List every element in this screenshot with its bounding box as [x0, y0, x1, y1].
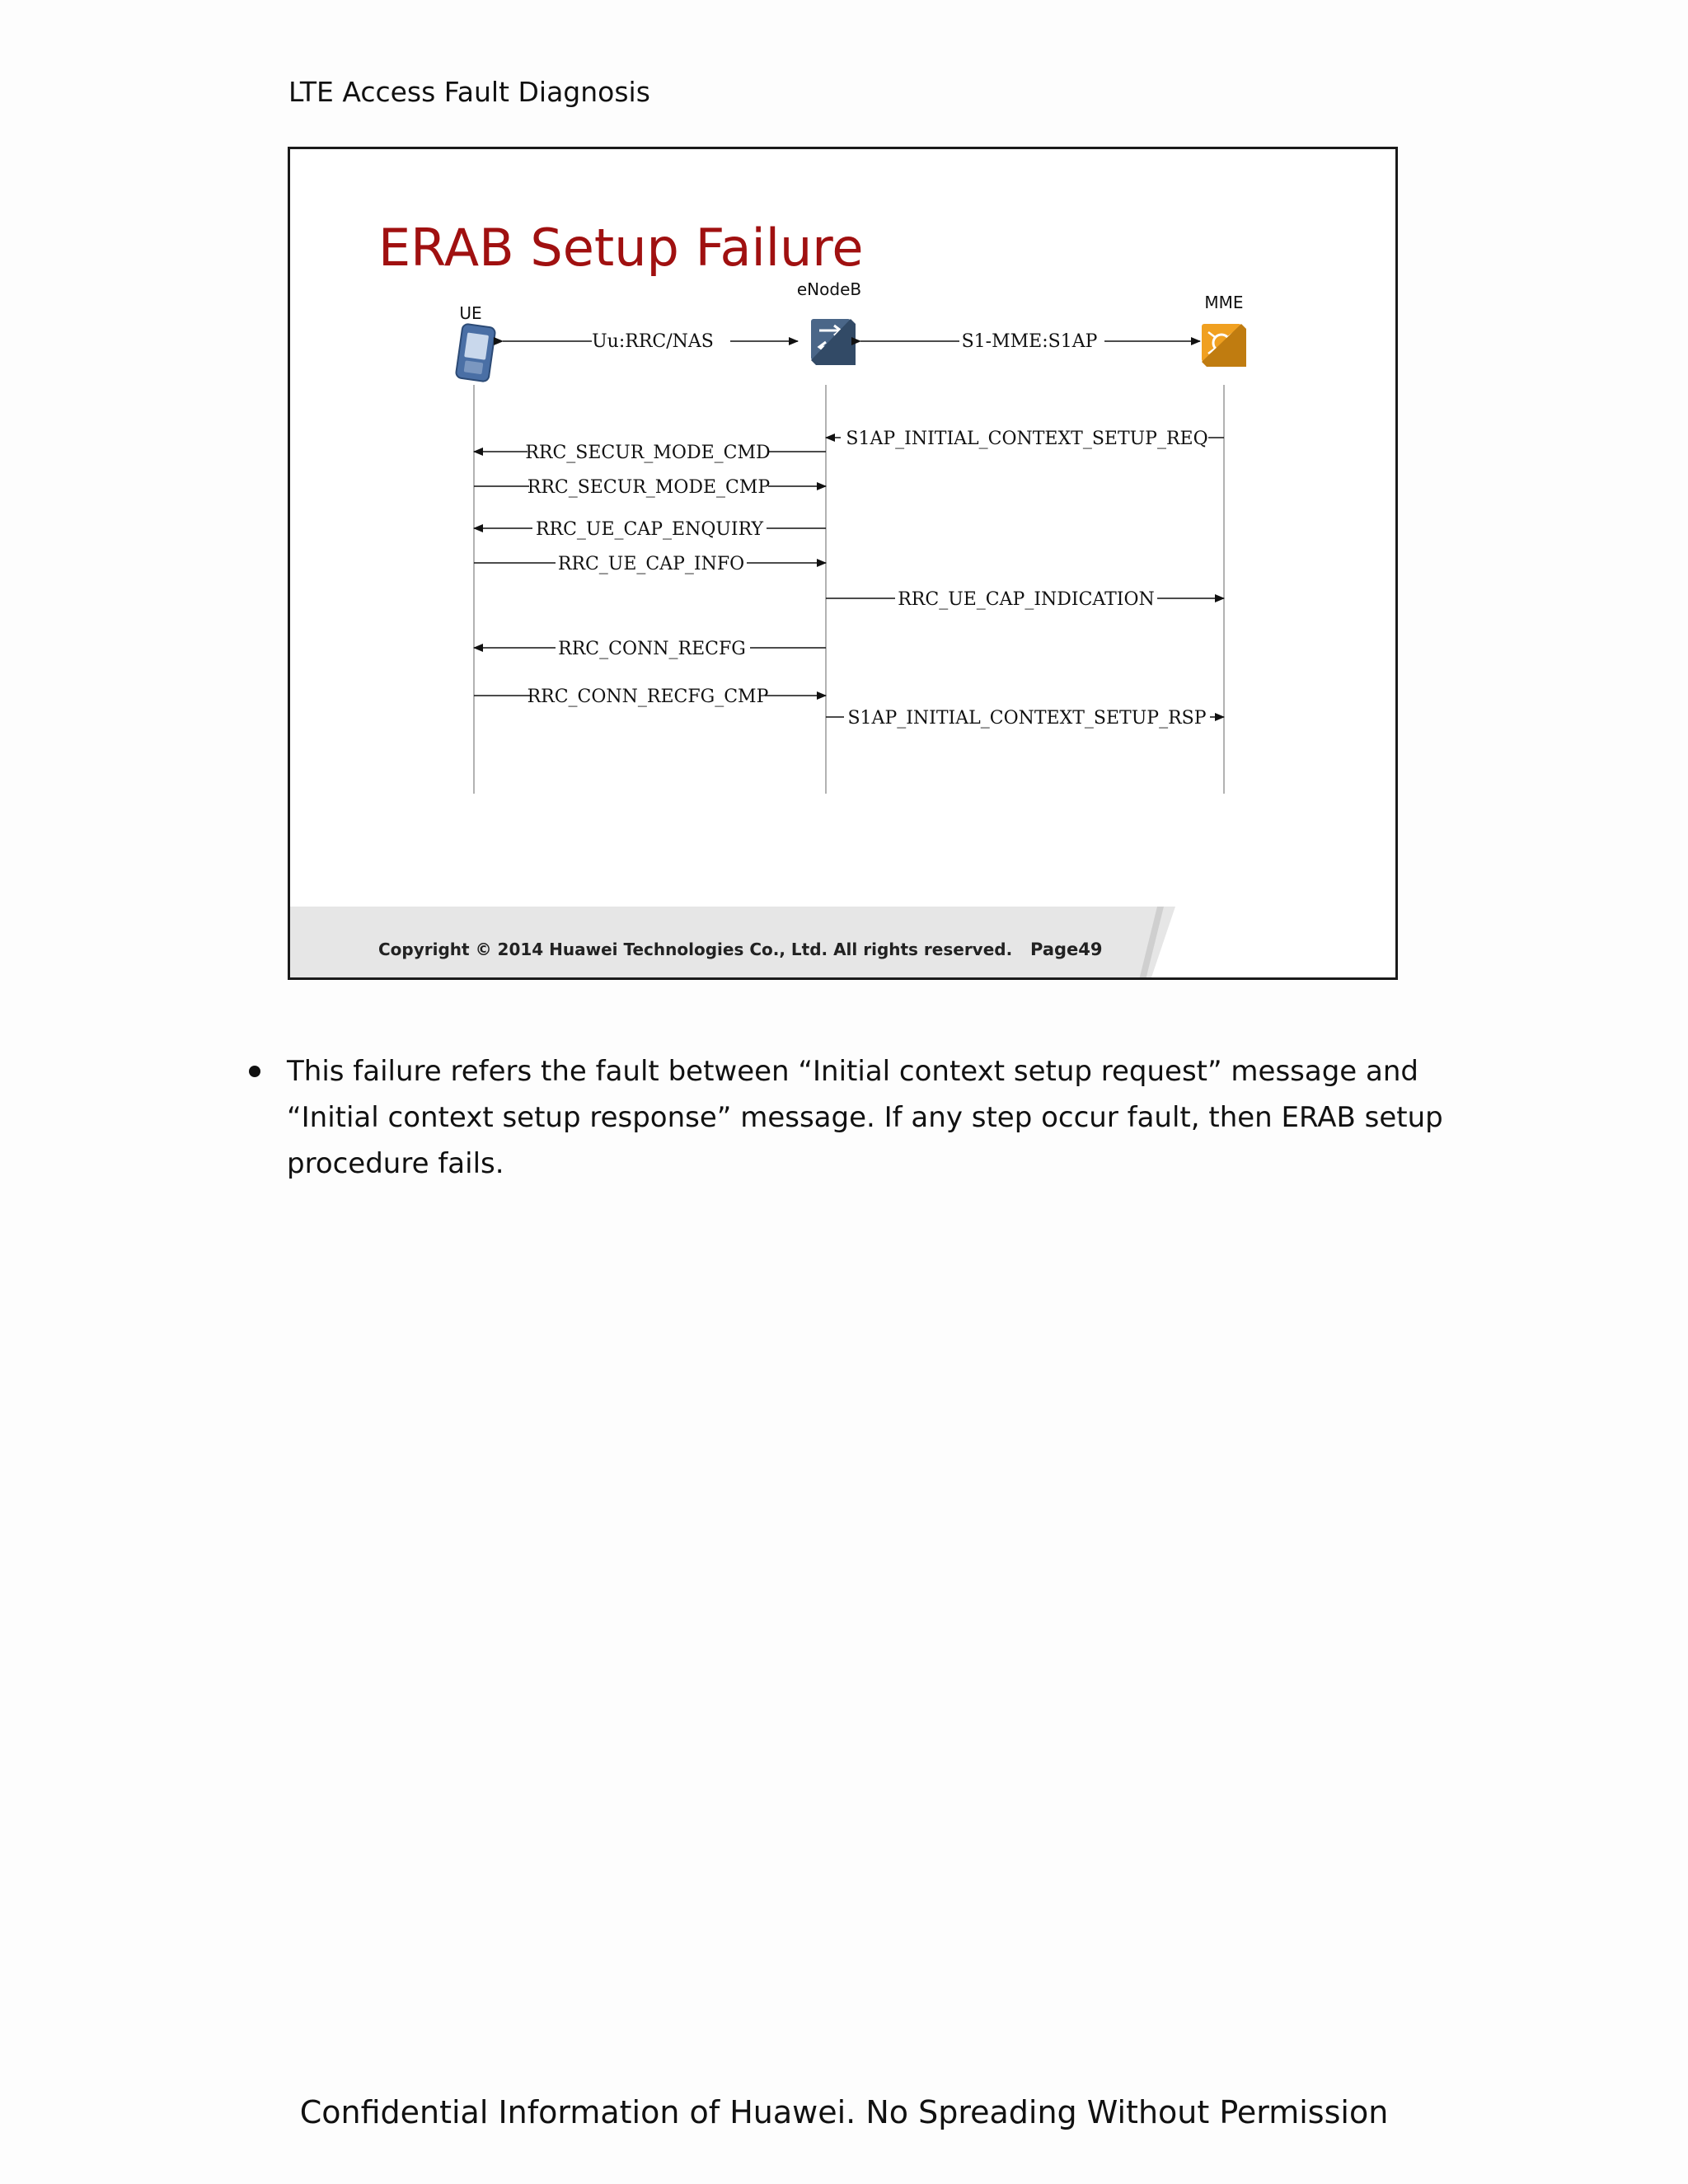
bullet-paragraph: This failure refers the fault between “Initial context setup request” message and “Initial context setup response” message. If any step occur fault, then ERAB setup procedure fails. [287, 1055, 1443, 1180]
msg-conn-recfg-cmp: RRC_CONN_RECFG_CMP [527, 687, 769, 707]
copyright-text: Copyright © 2014 Huawei Technologies Co., Ltd. All rights reserved. [378, 940, 1013, 959]
sequence-diagram [290, 149, 1395, 907]
enodeb-icon [811, 319, 856, 365]
enodeb-label: eNodeB [796, 279, 862, 299]
ue-phone-icon [456, 324, 496, 382]
msg-ue-cap-indication: RRC_UE_CAP_INDICATION [898, 589, 1155, 610]
document-header: LTE Access Fault Diagnosis [288, 76, 650, 108]
slide-footer [290, 907, 1395, 980]
msg-ue-cap-enquiry: RRC_UE_CAP_ENQUIRY [535, 519, 764, 540]
ue-label: UE [459, 303, 482, 323]
confidentiality-footer: Confidential Information of Huawei. No Spreading Without Permission [299, 2094, 1389, 2130]
msg-initial-context-setup-rsp: S1AP_INITIAL_CONTEXT_SETUP_RSP [847, 708, 1207, 729]
msg-ue-cap-info: RRC_UE_CAP_INFO [557, 554, 745, 574]
mme-icon [1202, 324, 1246, 367]
msg-conn-recfg: RRC_CONN_RECFG [558, 639, 746, 659]
page-number: Page49 [1030, 940, 1103, 959]
msg-initial-context-setup-req: S1AP_INITIAL_CONTEXT_SETUP_REQ [846, 429, 1208, 449]
bullet-icon [249, 1066, 260, 1077]
s1-interface-label: S1-MME:S1AP [961, 331, 1098, 352]
uu-interface-label: Uu:RRC/NAS [592, 331, 714, 352]
logo-area [1151, 907, 1398, 980]
slide-title: ERAB Setup Failure [378, 218, 864, 278]
mme-label: MME [1204, 293, 1244, 312]
msg-secur-mode-cmp: RRC_SECUR_MODE_CMP [527, 477, 771, 498]
slide [288, 147, 1398, 980]
msg-secur-mode-cmd: RRC_SECUR_MODE_CMD [525, 443, 771, 463]
